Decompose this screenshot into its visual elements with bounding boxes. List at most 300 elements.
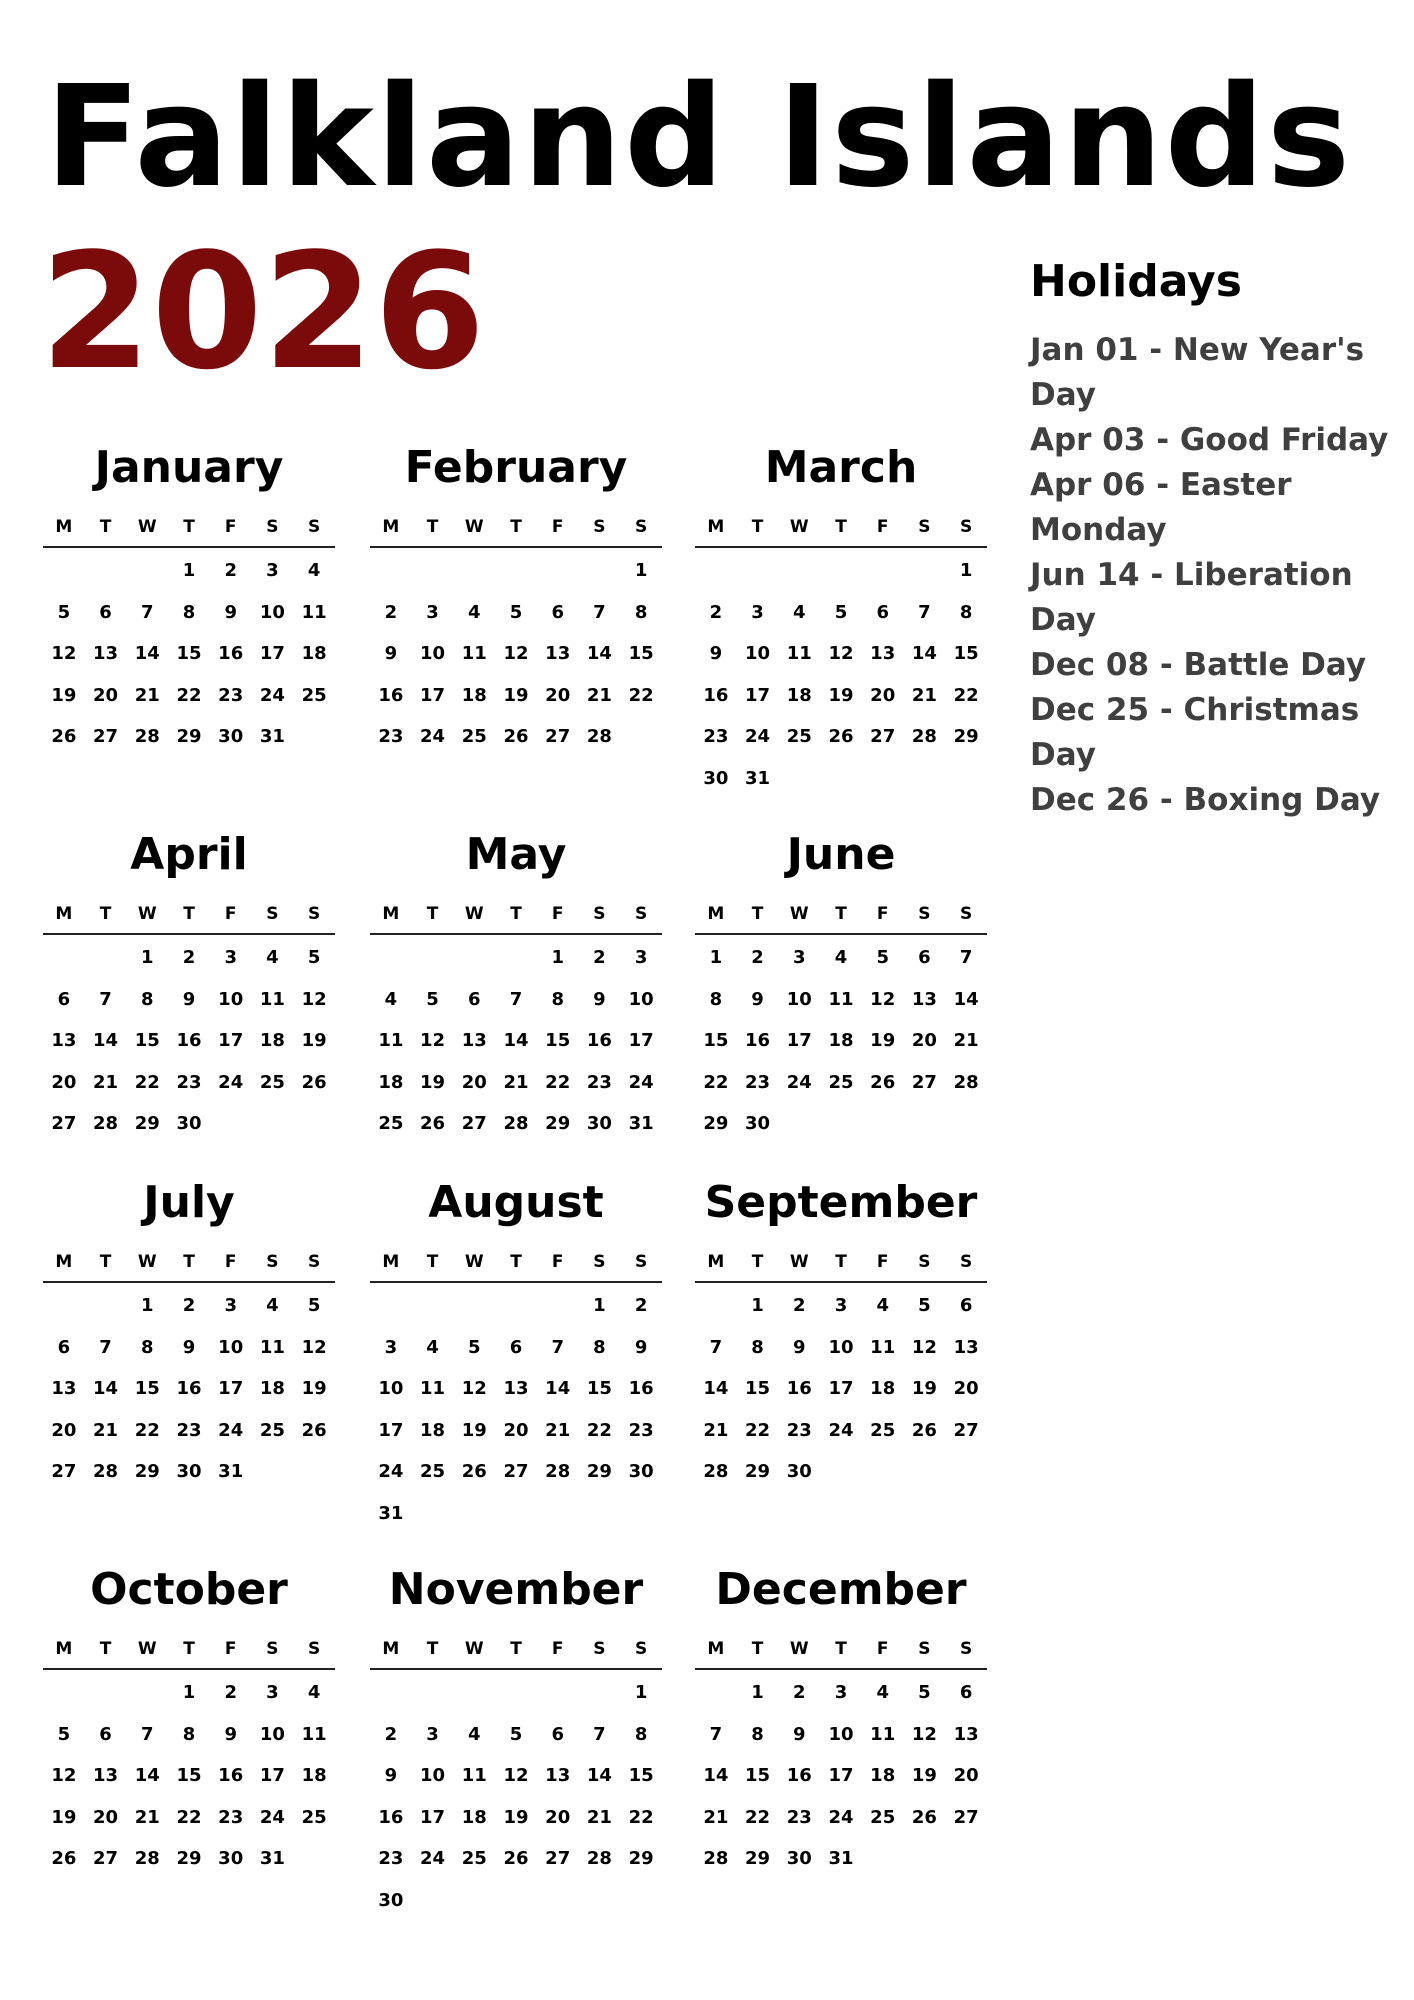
day-cell: 16 [218,1765,244,1787]
day-cell: 10 [420,643,446,665]
day-cell: 24 [259,684,285,706]
day-cell: 20 [461,1071,487,1093]
day-cell: 19 [911,1378,937,1400]
day-cell: 14 [703,1378,729,1400]
day-cell: 14 [503,1030,529,1052]
day-cell: 24 [218,1071,244,1093]
weekday-label: W [464,904,484,924]
day-cell: 15 [745,1378,771,1400]
day-cell: 25 [828,1071,854,1093]
day-cell: 22 [703,1071,729,1093]
day-cell: 30 [176,1113,202,1135]
day-cell: 25 [259,1419,285,1441]
weekday-header [43,1243,335,1283]
day-cell: 11 [828,988,854,1010]
month-november [370,1550,662,1921]
day-cell: 18 [828,1030,854,1052]
day-cell: 13 [51,1378,77,1400]
day-cell: 9 [634,1336,648,1358]
day-cell: 18 [259,1378,285,1400]
day-cell: 31 [218,1461,244,1483]
day-cell: 21 [93,1419,119,1441]
day-cell: 27 [93,1848,119,1870]
day-cell: 30 [786,1461,812,1483]
day-cell: 19 [301,1378,327,1400]
weekday-header [370,1243,662,1283]
day-cell: 21 [503,1071,529,1093]
day-cell: 11 [786,643,812,665]
day-grid [695,1670,987,1880]
day-cell: 4 [793,601,806,623]
day-cell: 1 [709,947,723,969]
weekday-label: S [918,1252,931,1272]
day-cell: 17 [745,684,771,706]
day-cell: 2 [182,947,196,969]
month-december [695,1550,987,1880]
day-cell: 23 [218,684,244,706]
month-title: November [388,1564,644,1615]
weekday-label: M [382,517,400,537]
day-cell: 11 [461,1765,487,1787]
day-cell: 8 [141,1336,154,1358]
day-cell: 13 [953,1723,979,1745]
day-cell: 26 [911,1806,937,1828]
day-cell: 8 [634,1723,648,1745]
day-cell: 2 [709,601,723,623]
day-cell: 22 [953,684,979,706]
weekday-label: W [464,517,484,537]
day-cell: 2 [751,947,764,969]
weekday-label: S [960,1252,973,1272]
weekday-label: W [137,517,157,537]
day-cell: 4 [876,1682,889,1704]
day-cell: 18 [870,1765,896,1787]
day-cell: 6 [99,1723,112,1745]
day-cell: 8 [182,1723,196,1745]
day-cell: 13 [911,988,937,1010]
day-cell: 20 [503,1419,529,1441]
day-cell: 7 [959,947,973,969]
day-cell: 14 [545,1378,571,1400]
day-cell: 14 [93,1030,119,1052]
day-cell: 15 [628,643,654,665]
day-cell: 28 [134,726,160,748]
day-cell: 9 [793,1723,806,1745]
day-cell: 24 [828,1419,854,1441]
weekday-label: S [635,1639,648,1659]
day-grid [370,1283,662,1534]
day-cell: 3 [426,601,439,623]
day-cell: 12 [51,643,77,665]
weekday-label: F [551,1639,564,1659]
weekday-label: T [426,1252,439,1272]
day-cell: 17 [218,1030,244,1052]
holiday-item: Dec 25 - Christmas Day [1030,692,1360,774]
weekday-label: T [510,1252,522,1272]
day-cell: 19 [51,684,77,706]
day-cell: 30 [378,1889,404,1911]
day-cell: 10 [786,988,812,1010]
month-title: December [715,1564,967,1615]
month-september [695,1163,987,1493]
day-cell: 9 [182,1336,196,1358]
weekday-label: M [382,904,400,924]
weekday-header [370,1630,662,1670]
day-cell: 2 [793,1295,806,1317]
day-cell: 9 [224,1723,237,1745]
month-october [43,1550,335,1880]
day-grid [43,548,335,758]
day-cell: 20 [545,1806,571,1828]
weekday-label: S [593,1639,606,1659]
weekday-label: W [464,1252,484,1272]
day-cell: 26 [870,1071,896,1093]
day-cell: 22 [134,1071,160,1093]
month-title: August [428,1177,604,1228]
day-cell: 12 [301,988,327,1010]
weekday-label: S [266,1252,279,1272]
day-cell: 12 [503,1765,529,1787]
weekday-label: S [960,904,973,924]
day-cell: 23 [786,1806,812,1828]
day-grid [695,548,987,799]
weekday-label: S [635,1252,648,1272]
day-cell: 22 [745,1419,771,1441]
month-april [43,815,335,1145]
day-cell: 13 [503,1378,529,1400]
holiday-item: Dec 26 - Boxing Day [1030,782,1381,819]
day-cell: 21 [134,684,160,706]
day-cell: 15 [628,1765,654,1787]
month-title: May [465,829,567,880]
day-cell: 5 [307,1295,321,1317]
weekday-label: M [55,1252,73,1272]
day-cell: 21 [953,1030,979,1052]
day-cell: 8 [593,1336,606,1358]
day-cell: 20 [911,1030,937,1052]
day-cell: 5 [426,988,439,1010]
day-cell: 9 [384,1765,398,1787]
weekday-label: M [382,1252,400,1272]
weekday-label: M [707,904,725,924]
day-cell: 13 [51,1030,77,1052]
weekday-label: F [876,517,889,537]
day-cell: 6 [551,1723,564,1745]
day-cell: 7 [918,601,931,623]
day-cell: 30 [176,1461,202,1483]
day-cell: 14 [911,643,937,665]
holiday-list [1030,328,1410,823]
day-cell: 7 [593,1723,606,1745]
weekday-label: F [551,904,564,924]
weekday-label: T [426,904,439,924]
day-cell: 27 [953,1806,979,1828]
day-cell: 3 [224,947,237,969]
day-cell: 26 [301,1071,327,1093]
weekday-label: S [635,517,648,537]
day-cell: 18 [301,643,327,665]
weekday-label: F [876,1639,889,1659]
day-cell: 22 [586,1419,612,1441]
day-cell: 19 [51,1806,77,1828]
day-cell: 15 [134,1030,160,1052]
weekday-label: M [55,1639,73,1659]
day-cell: 19 [503,684,529,706]
day-cell: 4 [468,1723,481,1745]
day-cell: 11 [301,601,327,623]
day-cell: 22 [628,1806,654,1828]
holidays-heading: Holidays [1030,256,1242,307]
day-cell: 18 [870,1378,896,1400]
day-cell: 13 [93,643,119,665]
day-cell: 6 [57,1336,71,1358]
day-cell: 5 [57,601,71,623]
day-cell: 2 [384,601,398,623]
calendar-title: Falkland Islands [45,56,1353,219]
day-cell: 13 [461,1030,487,1052]
day-cell: 5 [509,601,523,623]
weekday-label: F [551,1252,564,1272]
day-cell: 1 [141,1295,154,1317]
day-cell: 7 [99,988,112,1010]
day-cell: 15 [134,1378,160,1400]
day-cell: 18 [461,684,487,706]
day-cell: 26 [503,1848,529,1870]
day-cell: 26 [420,1113,446,1135]
day-cell: 18 [301,1765,327,1787]
day-cell: 30 [703,767,729,789]
day-cell: 29 [745,1461,771,1483]
day-cell: 10 [259,1723,285,1745]
weekday-label: T [426,517,439,537]
day-cell: 26 [51,726,77,748]
month-title: June [786,829,896,880]
day-cell: 29 [176,726,202,748]
day-cell: 7 [509,988,523,1010]
day-cell: 13 [545,643,571,665]
weekday-label: T [835,1639,847,1659]
weekday-label: S [308,517,321,537]
day-cell: 10 [218,988,244,1010]
day-cell: 29 [134,1461,160,1483]
day-cell: 2 [224,560,237,582]
day-cell: 28 [953,1071,979,1093]
weekday-label: W [137,904,157,924]
day-cell: 11 [301,1723,327,1745]
day-cell: 10 [828,1723,854,1745]
weekday-label: T [183,904,195,924]
day-cell: 24 [828,1806,854,1828]
day-cell: 7 [709,1723,723,1745]
day-cell: 16 [176,1030,202,1052]
month-title: February [404,442,628,493]
day-cell: 22 [134,1419,160,1441]
day-cell: 31 [378,1502,404,1524]
day-cell: 16 [176,1378,202,1400]
day-cell: 1 [141,947,154,969]
day-cell: 3 [834,1295,848,1317]
weekday-label: W [137,1639,157,1659]
day-cell: 23 [218,1806,244,1828]
day-cell: 30 [628,1461,654,1483]
weekday-label: T [183,517,195,537]
holidays-panel [1030,258,1410,823]
day-cell: 5 [307,947,321,969]
weekday-header [695,895,987,935]
day-cell: 14 [134,1765,160,1787]
day-cell: 28 [545,1461,571,1483]
day-cell: 16 [786,1378,812,1400]
weekday-label: M [707,1252,725,1272]
day-cell: 5 [57,1723,71,1745]
day-cell: 25 [259,1071,285,1093]
weekday-label: S [266,1639,279,1659]
day-cell: 2 [182,1295,196,1317]
day-cell: 21 [586,1806,612,1828]
weekday-label: T [510,1639,522,1659]
day-grid [370,548,662,758]
day-cell: 4 [307,560,321,582]
day-cell: 3 [751,601,764,623]
day-cell: 17 [218,1378,244,1400]
day-cell: 11 [259,988,285,1010]
day-cell: 4 [834,947,848,969]
weekday-header [695,508,987,548]
day-cell: 26 [503,726,529,748]
day-cell: 12 [420,1030,446,1052]
day-cell: 31 [259,726,285,748]
day-cell: 7 [551,1336,564,1358]
day-cell: 30 [786,1848,812,1870]
month-july [43,1163,335,1493]
day-cell: 8 [551,988,564,1010]
day-cell: 15 [586,1378,612,1400]
day-cell: 7 [141,1723,154,1745]
day-cell: 23 [628,1419,654,1441]
weekday-header [43,1630,335,1670]
day-cell: 27 [545,1848,571,1870]
day-cell: 24 [786,1071,812,1093]
day-cell: 19 [870,1030,896,1052]
holiday-item: Dec 08 - Battle Day [1030,647,1367,684]
weekday-label: F [224,904,237,924]
day-cell: 20 [51,1071,77,1093]
day-cell: 30 [745,1113,771,1135]
day-cell: 3 [634,947,648,969]
weekday-label: S [308,904,321,924]
day-cell: 9 [751,988,764,1010]
holiday-item: Jan 01 - New Year's Day [1030,332,1365,414]
day-cell: 17 [828,1378,854,1400]
day-cell: 11 [870,1336,896,1358]
day-cell: 23 [378,726,404,748]
weekday-label: M [707,517,725,537]
weekday-label: F [224,1252,237,1272]
day-cell: 18 [259,1030,285,1052]
weekday-label: T [751,517,764,537]
weekday-label: M [707,1639,725,1659]
weekday-label: T [751,904,764,924]
day-cell: 26 [461,1461,487,1483]
day-cell: 4 [266,1295,279,1317]
day-cell: 2 [224,1682,237,1704]
day-cell: 12 [51,1765,77,1787]
day-cell: 19 [420,1071,446,1093]
day-cell: 17 [259,1765,285,1787]
holiday-item: Jun 14 - Liberation Day [1030,557,1353,639]
day-cell: 9 [793,1336,806,1358]
day-cell: 4 [468,601,481,623]
day-cell: 25 [378,1113,404,1135]
day-cell: 25 [461,726,487,748]
day-cell: 6 [551,601,564,623]
day-cell: 3 [266,560,279,582]
day-cell: 3 [266,1682,279,1704]
day-cell: 12 [911,1336,937,1358]
day-cell: 13 [93,1765,119,1787]
day-cell: 6 [468,988,481,1010]
day-cell: 7 [99,1336,112,1358]
weekday-label: T [510,517,522,537]
weekday-label: S [918,517,931,537]
day-cell: 28 [911,726,937,748]
day-cell: 14 [586,1765,612,1787]
day-cell: 27 [953,1419,979,1441]
day-cell: 17 [628,1030,654,1052]
day-cell: 3 [384,1336,398,1358]
day-cell: 26 [301,1419,327,1441]
day-cell: 26 [828,726,854,748]
day-cell: 12 [503,643,529,665]
day-cell: 10 [420,1765,446,1787]
day-cell: 20 [870,684,896,706]
weekday-label: T [183,1252,195,1272]
weekday-label: S [960,1639,973,1659]
day-cell: 1 [959,560,973,582]
day-cell: 5 [918,1682,931,1704]
day-cell: 23 [703,726,729,748]
weekday-label: S [918,904,931,924]
day-cell: 23 [745,1071,771,1093]
day-cell: 23 [176,1071,202,1093]
weekday-label: T [751,1252,764,1272]
day-cell: 8 [959,601,973,623]
month-march [695,428,987,799]
day-cell: 25 [870,1419,896,1441]
weekday-label: F [224,517,237,537]
day-cell: 7 [593,601,606,623]
day-cell: 21 [545,1419,571,1441]
day-cell: 30 [218,1848,244,1870]
day-cell: 2 [384,1723,398,1745]
day-grid [370,935,662,1145]
day-cell: 27 [870,726,896,748]
day-cell: 10 [628,988,654,1010]
day-cell: 16 [703,684,729,706]
day-cell: 3 [834,1682,848,1704]
day-cell: 20 [953,1378,979,1400]
day-cell: 21 [703,1806,729,1828]
weekday-label: F [876,904,889,924]
day-cell: 9 [224,601,237,623]
day-cell: 8 [751,1723,764,1745]
day-cell: 25 [301,1806,327,1828]
weekday-label: T [426,1639,439,1659]
day-cell: 15 [703,1030,729,1052]
day-cell: 31 [828,1848,854,1870]
weekday-header [370,895,662,935]
day-cell: 28 [703,1848,729,1870]
